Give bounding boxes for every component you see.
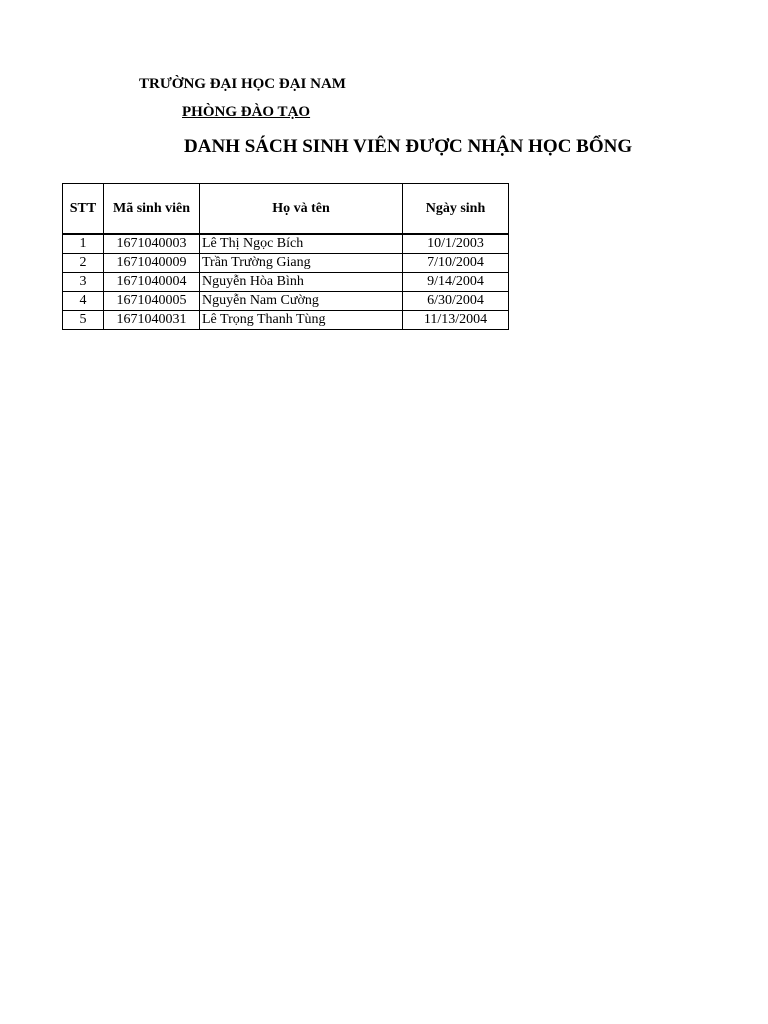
table-row bbox=[63, 273, 509, 292]
cell-stt: 1 bbox=[63, 234, 104, 254]
table-row bbox=[63, 311, 509, 330]
column-header-student-id: Mã sinh viên bbox=[104, 184, 200, 235]
cell-full-name: Lê Thị Ngọc Bích bbox=[200, 234, 403, 254]
cell-full-name: Lê Trọng Thanh Tùng bbox=[200, 311, 403, 330]
cell-student-id: 1671040005 bbox=[104, 292, 200, 311]
column-header-birth-date: Ngày sinh bbox=[403, 184, 509, 235]
table-row bbox=[63, 292, 509, 311]
cell-student-id: 1671040004 bbox=[104, 273, 200, 292]
cell-student-id: 1671040009 bbox=[104, 254, 200, 273]
column-header-stt: STT bbox=[63, 184, 104, 235]
table-header-row bbox=[63, 184, 509, 235]
cell-birth-date: 11/13/2004 bbox=[403, 311, 509, 330]
cell-birth-date: 7/10/2004 bbox=[403, 254, 509, 273]
document-title-container bbox=[184, 134, 633, 162]
column-header-full-name: Họ và tên bbox=[200, 184, 403, 235]
cell-full-name: Nguyễn Nam Cường bbox=[200, 292, 403, 311]
cell-full-name: Nguyễn Hòa Bình bbox=[200, 273, 403, 292]
cell-birth-date: 10/1/2003 bbox=[403, 234, 509, 254]
student-table bbox=[62, 183, 509, 330]
cell-stt: 3 bbox=[63, 273, 104, 292]
cell-birth-date: 9/14/2004 bbox=[403, 273, 509, 292]
school-name: TRƯỜNG ĐẠI HỌC ĐẠI NAM bbox=[139, 76, 346, 92]
cell-full-name: Trần Trường Giang bbox=[200, 254, 403, 273]
cell-stt: 4 bbox=[63, 292, 104, 311]
cell-stt: 2 bbox=[63, 254, 104, 273]
table-row bbox=[63, 254, 509, 273]
cell-stt: 5 bbox=[63, 311, 104, 330]
cell-birth-date: 6/30/2004 bbox=[403, 292, 509, 311]
table-row bbox=[63, 234, 509, 254]
cell-student-id: 1671040003 bbox=[104, 234, 200, 254]
document-title: DANH SÁCH SINH VIÊN ĐƯỢC NHẬN HỌC BỔNG bbox=[184, 136, 633, 157]
cell-student-id: 1671040031 bbox=[104, 311, 200, 330]
department-name: PHÒNG ĐÀO TẠO bbox=[182, 104, 311, 120]
